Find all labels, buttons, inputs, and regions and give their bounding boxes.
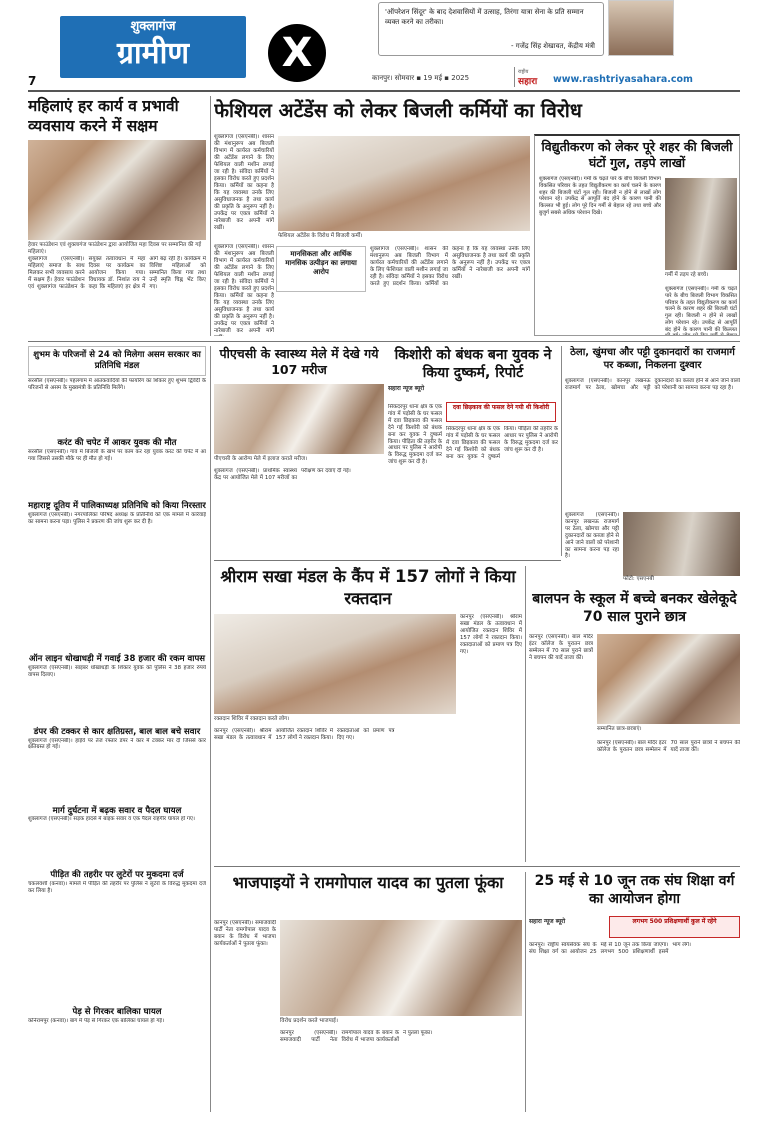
tag-sangh: लगभग 500 प्रशिक्षणार्थी कुल में रहेंगे: [609, 916, 740, 938]
col-rule: [210, 96, 211, 336]
caption-facial: फेशियल अटेंडेंस के विरोध में बिजली कर्मी।: [278, 233, 363, 239]
headline-women: महिलाएं हर कार्य व प्रभावी व्यवसाय करने में सक्षम: [28, 97, 179, 135]
caption-kids: सम्मानित छात्र-छात्राएं।: [597, 726, 642, 732]
body-teen-a: सिकंदरपुर थाना क्षेत्र के एक गांव में पड़ोसी के घर फसल में दवा छिड़काव की फसल देने गई किशोरी को बंधक बना कर युवक ने दुष्कर्म किया। पीड़िता की तहरीर के आधार पर पुलिस ने आरोपी के विरुद्ध मुकदमा दर्ज कर जांच शुरू कर दी है।: [388, 404, 442, 466]
body-bjp-a: कानपुर (एसएनबी)। समाजवादी पार्टी नेता रामगोपाल यादव के बयान के विरोध में भाजपा कार्यकर्ताओं ने पुतला फूंका।: [214, 920, 276, 947]
story-bjp: [214, 872, 522, 1112]
headline-brief2: करंट की चपेट में आकर युवक की मौत: [57, 438, 177, 448]
briefs-column: [28, 346, 206, 1112]
byline-sangh: सहारा न्यूज ब्यूरो: [529, 918, 566, 925]
page-number: 7: [28, 74, 37, 88]
headline-teen: किशोरी को बंधक बना युवक ने किया दुष्कर्म, रिपोर्ट: [394, 347, 552, 381]
caption-health: पीएचसी के आरोग्य मेले में इलाज कराते मरीज।: [214, 456, 308, 462]
photo-kids: [597, 634, 740, 724]
headline-brief5: डंपर की टक्कर से कार क्षतिग्रस्त, बाल बाल बचे सवार: [33, 726, 201, 737]
body-brief6: शुक्लागंज (एसएनबी)। सड़क हादसे में बाइक सवार व एक पैदल राहगीर घायल हो गए।: [28, 816, 195, 823]
caption-electric: गर्मी में तड़प रहे बच्चे।: [665, 272, 709, 278]
body-kids-a: कानपुर (एसएनबी)। बाल मंदिर इंटर कॉलेज के पुरातन छात्र सम्मेलन में 70 साल पुराने छात्रों ने बचपन की यादें ताजा कीं।: [529, 634, 593, 661]
headline-facial: फेशियल अटेंडेंस को लेकर बिजली कर्मियों का विरोध: [214, 99, 582, 122]
headline-kids: बालपन के स्कूल में बच्चे बनकर खेलेकूदे 70 साल पुराने छात्र: [532, 591, 737, 625]
caption-bjp: विरोध प्रदर्शन करते भाजपाई।: [280, 1018, 338, 1024]
body-brief7: चकलवंशी (कनवा)। मामले में पीड़ित की तहरीर पर पुलिस ने लुटेरों के विरुद्ध मुकदमा दर्ज कर लिया है।: [28, 881, 206, 895]
photo-electric: [665, 178, 737, 270]
dateline: कानपुर। सोमवार ▪ 19 मई ▪ 2025: [372, 74, 470, 82]
headline-sangh: 25 मई से 10 जून तक संघ शिक्षा वर्ग का आयोजन होगा: [534, 873, 735, 907]
caption-women: हेवार फाउंडेशन एवं शुक्लागंज फाउंडेशन द्वारा आयोजित महा दिवस पर सम्मानित की गई महिलाएं।: [28, 242, 202, 256]
body-brief4: शुक्लागंज (एसएनबी)। साइबर धोखाधड़ी के शिकार युवक को पुलिस ने 38 हजार रुपये वापस दिलाए।: [28, 664, 206, 678]
photo-bjp: [280, 920, 522, 1016]
brand-logo: [60, 16, 246, 78]
headline-health: पीएचसी के स्वास्थ्य मेले में देखे गये 107 मरीज: [219, 346, 379, 377]
quote-author: - गजेंद्र सिंह शेखावत, केंद्रीय मंत्री: [510, 41, 595, 50]
photo-women: [28, 140, 206, 240]
col-rule: [525, 872, 526, 1112]
headline-blood: श्रीराम सखा मंडल के कैंप में 157 लोगों ने किया रक्तदान: [220, 567, 516, 608]
photo-shop: [623, 512, 740, 576]
section-rule: [28, 341, 740, 342]
masthead-name: सहारा: [518, 77, 538, 87]
header-rule: [28, 90, 740, 92]
story-blood: [214, 566, 522, 862]
body-brief5: शुक्लागंज (एसएनबी)। हाईवे पर तेज रफ्तार डंपर ने कार में टक्कर मार दी जिससे कार क्षतिग्रस्त हो गई।: [28, 737, 206, 751]
quote-box: [378, 2, 604, 56]
body-kids-b: कानपुर (एसएनबी)। बाल मंदिर इंटर कॉलेज के पुरातन छात्र सम्मेलन में 70 साल पुराने छात्रों ने बचपन की यादें ताजा कीं।: [597, 740, 740, 753]
body-electric-b: शुक्लागंज (एसएनबी)। गर्मी के चढ़ते पारे के बीच बिजली विभाग विकसित परिवार के तहत विद्युतीकरण का कार्य चलने के कारण शहर की बिजली घंटों गुल रही। बिजली न होने से लाखों लोग परेशान रहे। उपकेंद्र से आपूर्ति बंद होने के कारण पानी की किल्लत: [665, 286, 737, 333]
body-shop-b: शुक्लागंज (एसएनबी)। कानपुर लखनऊ राजमार्ग पर ठेला, खोमचा और पट्टी दुकानदारों का कब्जा होने से आने जाने वालों को परेशानी का सामना करना पड़ रहा है।: [565, 512, 619, 560]
body-facial-b: शुक्लागंज (एसएनबी)। शासन की मंशानुरूप अब बिजली विभाग में कार्यरत कर्मचारियों की अटेंडेंस लगाने के लिए फेशियल वाली मशीन लगाई जा रही है। संविदा कर्मियों ने इसका विरोध करते हुए प्रदर्शन किया। कर्मियों का कहना है कि यह व्यवस्था उनके लिए असुविधाजनक है तथा कार्य की प्रकृति के अनुरूप नहीं है। उपकेंद्र पर एकत्र कर्मियों ने नारेबाजी कर अपनी मांगें: [214, 244, 274, 335]
body-bjp-b: कानपुर (एसएनबी)। समाजवादी पार्टी नेता रामगोपाल यादव के बयान के विरोध में भाजपा कार्यकर्ताओं ने पुतला फूंका।: [280, 1030, 433, 1043]
story-facial-head: [214, 96, 740, 132]
col-rule: [525, 566, 526, 862]
website-link[interactable]: www.rashtriyasahara.com: [553, 74, 693, 85]
body-electric-a: शुक्लागंज (एसएनबी)। गर्मी के चढ़ते पारे के बीच बिजली विभाग विकसित परिवार के तहत विद्युतीकरण का कार्य चलने के कारण शहर की बिजली घंटों गुल रही। बिजली न होने से लाखों लोग परेशान रहे। उपकेंद्र से आपूर्ति बंद होने के कारण पानी की किल्लत भी हुई। लोग पूरे दिन गर्मी से बेहाल रहे तथा बच्चे और बुजुर्ग सबसे अधिक परेशान दिखे।: [539, 176, 661, 216]
photo-health: [214, 384, 384, 454]
x-logo-icon: X: [268, 24, 326, 82]
photo-facial: [278, 136, 530, 231]
body-teen-b: सिकंदरपुर थाना क्षेत्र के एक गांव में पड़ोसी के घर फसल में दवा छिड़काव की फसल देने गई किशोरी को बंधक बना कर युवक ने दुष्कर्म किया। पीड़िता की तहरीर के आधार पर पुलिस ने आरोपी के विरुद्ध मुकदमा दर्ज कर जांच शुरू कर दी है।: [446, 426, 558, 460]
headline-bjp: भाजपाइयों ने रामगोपाल यादव का पुतला फूंका: [232, 873, 504, 892]
masthead: [514, 67, 548, 87]
story-sangh: [529, 872, 740, 1112]
story-health: [214, 346, 384, 556]
headline-shop: ठेला, खुंमचा और पट्टी दुकानदारों का राजमार्ग पर कब्जा, निकलना दुश्वार: [570, 347, 735, 371]
headline-brief6: मार्ग दुर्घटना में बढ़क सवार व पैदल घायल: [52, 805, 182, 816]
brand-main: ग्रामीण: [116, 35, 190, 71]
headline-brief1: शुभम के परिजनों से 24 को मिलेगा असम सरकार का प्रतिनिधि मंडल: [28, 346, 206, 376]
headline-brief4: ऑन लाइन धोखाधड़ी में गवाई 38 हजार की रकम वापस: [28, 653, 206, 664]
byline-teen: सहारा न्यूज ब्यूरो: [388, 385, 425, 392]
photo-blood: [214, 614, 456, 714]
section-rule: [214, 560, 561, 561]
section-rule: [214, 866, 740, 867]
headline-brief3: महाराष्ट्र दूतिय में पालिकाध्यक्ष प्रतिनिधि को किया निरस्तार: [28, 500, 206, 511]
sidebar-facial: मानसिकता और आर्थिक मानसिक उत्पीड़न का लगाया आरोप: [276, 246, 366, 292]
headline-electric: विद्युतीकरण को लेकर पूरे शहर की बिजली घंटों गुल, तड़पे लाखों: [541, 139, 733, 170]
tag-teen: दवा छिड़काव की फसल देने गयी थी किशोरी: [446, 402, 556, 422]
body-health: शुक्लागंज (एसएनबी)। प्राथमिक स्वास्थ्य केंद्र पर आयोजित मेले में 107 मरीजों का परीक्षण कर दवाएं दी गईं।: [214, 468, 351, 481]
brand-top: शुक्लागंज: [130, 19, 176, 34]
headline-brief7: पीड़ित की तहरीर पर लुटेरों पर मुकदमा दर्ज: [50, 870, 184, 881]
story-facial: [214, 134, 530, 336]
caption-blood: रक्तदान शिविर में रक्तदान करते लोग।: [214, 716, 290, 722]
caption-shop: फोटो: एसएनबी: [623, 576, 654, 582]
body-shop-a: शुक्लागंज (एसएनबी)। कानपुर लखनऊ राजमार्ग पर ठेला, खोमचा और पट्टी दुकानदारों का कब्जा होने से आने जाने वालों को परेशानी का सामना करना पड़ रहा है।: [565, 378, 740, 391]
story-teen: [388, 346, 558, 556]
headline-brief8: पेड़ से गिरकर बालिका घायल: [72, 1007, 162, 1018]
masthead-small: राष्ट्रीय: [518, 69, 529, 75]
body-brief8: कनिरामपुर (कनवा)। बाग में पेड़ से गिरकर एक बालिका घायल हो गई।: [28, 1018, 165, 1025]
col-rule: [561, 346, 562, 556]
body-facial-a: शुक्लागंज (एसएनबी)। शासन की मंशानुरूप अब बिजली विभाग में कार्यरत कर्मचारियों की अटेंडेंस लगाने के लिए फेशियल वाली मशीन लगाई जा रही है। संविदा कर्मियों ने इसका विरोध करते हुए प्रदर्शन किया। कर्मियों का कहना है कि यह व्यवस्था उनके लिए असुविधाजनक है तथा कार्य की प्रकृति के अनुरूप नहीं है। उपकेंद्र पर एकत्र कर्मियों ने नारेबाजी कर अपनी मांगें रखीं।: [214, 134, 274, 232]
body-facial-c: शुक्लागंज (एसएनबी)। शासन की मंशानुरूप अब बिजली विभाग में कार्यरत कर्मचारियों की अटेंडेंस लगाने के लिए फेशियल वाली मशीन लगाई जा रही है। संविदा कर्मियों ने इसका विरोध करते हुए प्रदर्शन किया। कर्मियों का कहना है कि यह व्यवस्था उनके लिए असुविधाजनक है तथा कार्य की प्रकृति के अनुरूप नहीं है। उपकेंद्र पर एकत्र कर्मियों ने नारेबाजी कर अपनी मांगें रखीं।: [370, 246, 530, 288]
body-brief3: शुक्लागंज (एसएनबी)। नगरपालिका परिषद अध्यक्ष के प्रतिनिधि को एक मामले में कार्रवाई का सामना करना पड़ा। पुलिस ने प्रकरण की जांच शुरू कर दी है।: [28, 511, 206, 525]
body-brief2: सरसौल (एसएनबी)। गांव में बिजली के खंभे पर काम कर रहा युवक करंट की चपेट में आ गया जिससे उसकी मौके पर ही मौत हो गई।: [28, 448, 206, 462]
quote-text: 'ऑपरेशन सिंदूर' के बाद देशवासियों में उत्साह, तिरंगा यात्रा सेना के प्रति सम्मान व्यक्त करने का तरीका।: [385, 8, 584, 27]
body-sangh: कानपुर। राष्ट्रीय स्वयंसेवक संघ के संघ शिक्षा वर्ग का आयोजन 25 मई से 10 जून तक किया जाएगा। लगभग 500 प्रशिक्षणार्थी इसमें भाग लेंगे।: [529, 942, 691, 955]
quote-photo: [608, 0, 674, 56]
story-electric: [534, 134, 740, 336]
story-kids: [529, 590, 740, 862]
story-shop: [565, 346, 740, 582]
body-blood-a: कानपुर (एसएनबी)। श्रीराम सखा मंडल के तत्वावधान में आयोजित रक्तदान शिविर में 157 लोगों ने रक्तदान किया। रक्तदाताओं को प्रमाण पत्र दिए गए।: [460, 614, 522, 655]
body-women: शुक्लागंज (एसएनबी)। महिलाएं समाज के साथ मिलकर सभी व्यवसाय करने में सक्षम हैं। हेवार फाउंडेशन एवं शुक्लागंज फाउंडेशन के संयुक्त तत्वावधान में महा दिवस पर कार्यक्रम का आयोजन किया गया। विधायक डॉ. निशांत राय ने कहा कि महिलाएं हर क्षेत्र में आगे बढ़ रही हैं। कार्यक्रम में विशिष्ट महिलाओं को सम्मानित किया गया तथा उन्हें स्मृति चिह्न भेंट किए गए।: [28, 256, 206, 291]
body-brief1: सरसौल (एसएनबी)। पहलगाम में आतंकवादियों की फायरिंग का शिकार हुए शुभम द्विवेदी के परिजनों से असम के मुख्यमंत्री के प्रतिनिधि मिलेंगे।: [28, 378, 206, 391]
col-rule: [210, 346, 211, 1112]
story-women: [28, 96, 206, 336]
body-blood-b: कानपुर (एसएनबी)। श्रीराम सखा मंडल के तत्वावधान में आयोजित रक्तदान शिविर में 157 लोगों ने रक्तदान किया। रक्तदाताओं को प्रमाण पत्र दिए गए।: [214, 728, 395, 741]
page-header: [0, 0, 768, 92]
